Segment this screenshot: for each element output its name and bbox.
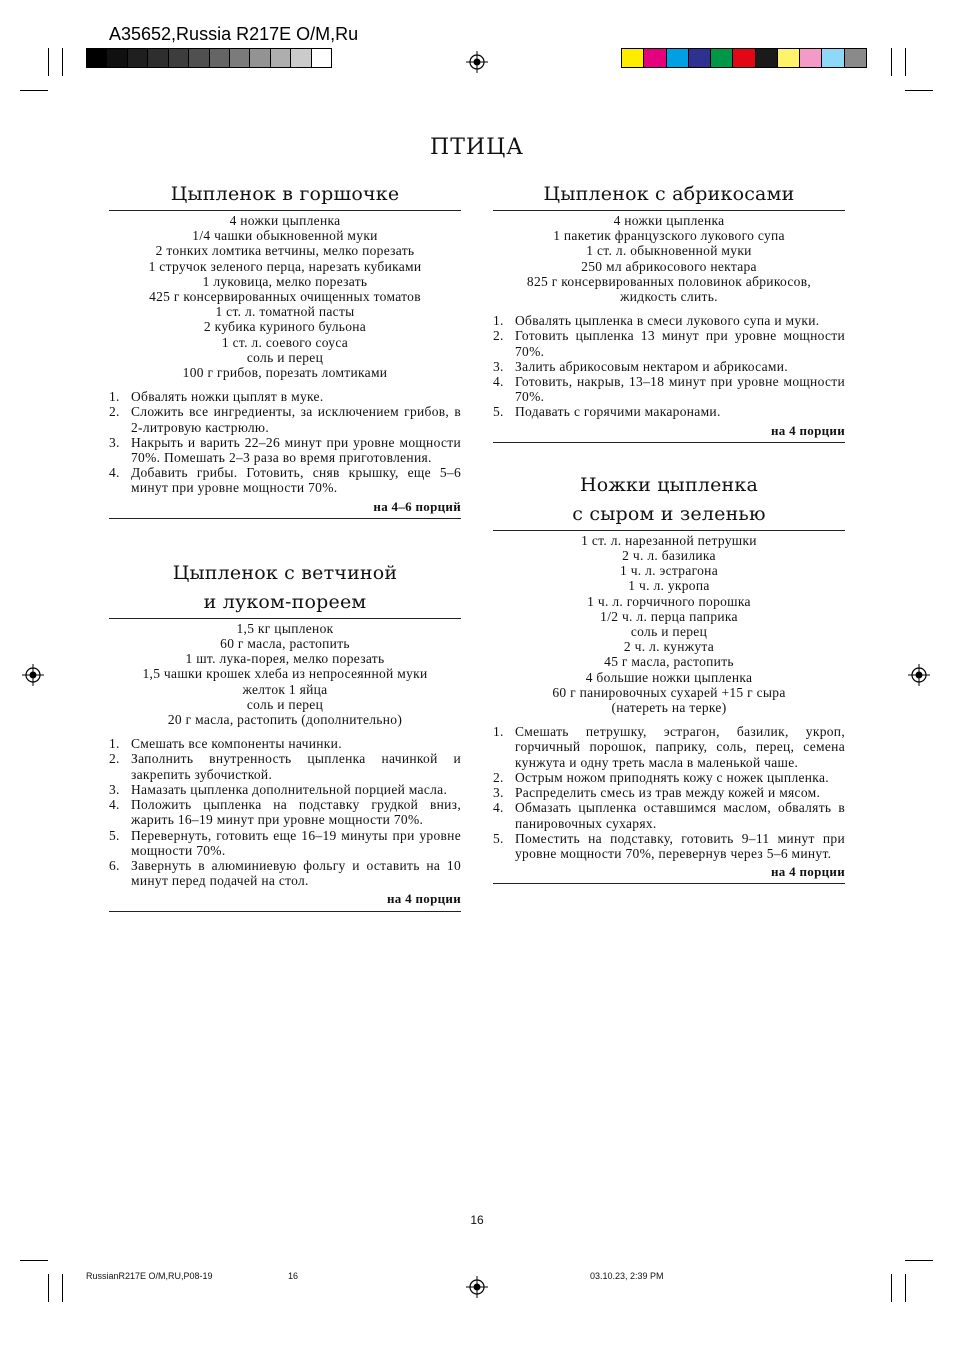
color-swatch <box>291 49 311 67</box>
recipe-chicken-ham-leek <box>109 559 461 912</box>
step-number: 3. <box>109 781 120 797</box>
step-text: Смешать все компоненты начинки. <box>131 736 342 752</box>
ingredient-item: 2 тонких ломтика ветчины, мелко порезать <box>155 243 415 259</box>
ingredient-item: 2 ч. л. базилика <box>622 548 716 564</box>
step-text: Подавать с горячими макаронами. <box>515 404 721 420</box>
ingredient-item: 1 ч. л. эстрагона <box>619 563 718 579</box>
process-color-bar <box>621 48 867 68</box>
crop-mark <box>20 90 48 91</box>
step-text: Обвалять цыпленка в смеси лукового супа и муки. <box>515 313 820 329</box>
step-text: Острым ножом приподнять кожу с ножек цыпленка. <box>515 769 829 785</box>
ingredient-item: 4 ножки цыпленка <box>229 213 341 228</box>
page-number: 16 <box>470 1213 484 1227</box>
ingredient-item: 100 г грибов, порезать ломтиками <box>182 365 388 381</box>
ingredient-item: 250 мл абрикосового нектара <box>581 258 757 274</box>
step-item <box>493 785 845 800</box>
color-swatch <box>230 49 250 67</box>
step-number: 3. <box>109 434 120 450</box>
ingredient-item: 2 ч. л. кунжута <box>623 639 715 655</box>
step-item <box>493 374 845 404</box>
step-item <box>109 404 461 434</box>
step-text: Добавить грибы. Готовить, сняв крышку, еще 5–6 минут при уровне мощности 70%. <box>131 465 461 496</box>
step-item <box>109 751 461 781</box>
ingredient-item: жидкость слить. <box>620 289 718 305</box>
step-text: Готовить цыпленка 13 минут при уровне мощности 70%. <box>515 328 845 359</box>
crop-mark <box>905 1274 906 1302</box>
step-number: 6. <box>109 857 120 873</box>
steps-list <box>493 724 845 861</box>
recipe-chicken-in-pot <box>109 180 461 519</box>
ingredient-item: соль и перец <box>246 696 324 712</box>
color-swatch <box>312 49 331 67</box>
step-item <box>493 404 845 419</box>
ingredient-item: 1 пакетик французского лукового супа <box>553 228 785 244</box>
servings-label: на 4 порции <box>109 891 461 911</box>
recipe-title-line: Ножки цыпленка <box>579 473 759 496</box>
ingredient-item: 1/4 чашки обыкновенной муки <box>192 228 378 244</box>
color-swatch <box>622 49 644 67</box>
step-text: Распределить смесь из трав между кожей и мясом. <box>515 785 821 801</box>
color-swatch <box>667 49 689 67</box>
step-text: Заполнить внутренность цыпленка начинкой и закрепить зубочисткой. <box>131 751 461 782</box>
ingredient-item: 1 ч. л. укропа <box>628 578 710 594</box>
ingredient-item: 20 г масла, растопить (дополнительно) <box>167 712 403 728</box>
color-swatch <box>733 49 755 67</box>
recipe-title-line: Цыпленок с ветчиной <box>172 561 398 584</box>
recipe-title-line: Цыпленок с абрикосами <box>543 183 795 205</box>
step-item <box>109 389 461 404</box>
color-swatch <box>250 49 270 67</box>
ingredient-list <box>493 533 845 715</box>
ingredient-item: 1 ст. л. обыкновенной муки <box>586 243 752 259</box>
section-title: ПТИЦА <box>430 135 524 160</box>
step-text: Залить абрикосовым нектаром и абрикосами. <box>515 358 788 374</box>
recipe-title <box>109 559 461 619</box>
step-number: 2. <box>493 769 504 785</box>
step-number: 2. <box>493 328 504 344</box>
step-item <box>109 435 461 465</box>
step-text: Обвалять ножки цыплят в муке. <box>131 389 324 405</box>
footer-file-name: RussianR217E O/M,RU,P08-19 <box>86 1271 213 1281</box>
color-swatch <box>778 49 800 67</box>
step-number: 5. <box>493 830 504 846</box>
crop-mark <box>905 90 933 91</box>
ingredient-item: 1 шт. лука-порея, мелко порезать <box>185 651 385 667</box>
step-item <box>109 858 461 888</box>
ingredient-item: 1 ст. л. нарезанной петрушки <box>581 532 757 548</box>
ingredient-list <box>493 213 845 304</box>
step-text: Поместить на подставку, готовить 9–11 минут при уровне мощности 70%, перевернув через 5–6 минут. <box>515 830 845 861</box>
step-item <box>109 736 461 751</box>
ingredient-item: 1 стручок зеленого перца, нарезать кубиками <box>148 258 422 274</box>
crop-mark <box>891 48 892 76</box>
ingredient-item: 4 ножки цыпленка <box>613 213 725 228</box>
step-item <box>109 828 461 858</box>
step-number: 5. <box>109 827 120 843</box>
step-number: 2. <box>109 751 120 767</box>
step-number: 2. <box>109 404 120 420</box>
color-swatch <box>107 49 127 67</box>
step-text: Намазать цыпленка дополнительной порцией масла. <box>131 781 448 797</box>
document-code: A35652,Russia R217E O/M,Ru <box>109 24 359 44</box>
color-swatch <box>644 49 666 67</box>
step-text: Накрыть и варить 22–26 минут при уровне мощности 70%. Помешать 2–3 раза во время приготовления. <box>131 434 461 466</box>
step-item <box>109 782 461 797</box>
crop-mark <box>905 48 906 76</box>
color-swatch <box>87 49 107 67</box>
crop-mark <box>62 1274 63 1302</box>
crop-mark <box>62 48 63 76</box>
step-text: Завернуть в алюминиевую фольгу и оставить на 10 минут перед подачей на стол. <box>131 857 461 889</box>
right-column <box>493 180 845 884</box>
ingredient-item: 1 ч. л. горчичного порошка <box>587 593 751 609</box>
step-item <box>493 831 845 861</box>
crop-mark <box>48 48 49 76</box>
step-number: 3. <box>493 785 504 801</box>
grayscale-color-bar <box>86 48 332 68</box>
ingredient-item: 2 кубика куриного бульона <box>203 319 367 335</box>
step-item <box>493 328 845 358</box>
step-text: Смешать петрушку, эстрагон, базилик, укроп, горчичный порошок, паприку, соль, перец, семена кунжута и одну треть масла в маленькой чаше. <box>515 724 845 770</box>
color-swatch <box>210 49 230 67</box>
recipe-title-line: с сыром и зеленью <box>572 502 766 525</box>
footer-date: 03.10.23, 2:39 PM <box>590 1271 664 1281</box>
recipe-title-line: Цыпленок в горшочке <box>170 183 400 205</box>
step-number: 4. <box>109 797 120 813</box>
ingredient-item: 1,5 чашки крошек хлеба из непросеянной муки <box>142 666 428 682</box>
step-item <box>493 770 845 785</box>
step-number: 5. <box>493 404 504 420</box>
left-column <box>109 180 461 912</box>
servings-label: на 4 порции <box>493 864 845 884</box>
footer-page: 16 <box>288 1271 299 1281</box>
ingredient-item: соль и перец <box>630 624 708 640</box>
ingredient-list <box>109 213 461 380</box>
ingredient-item: (натереть на терке) <box>611 700 727 716</box>
color-swatch <box>128 49 148 67</box>
crop-mark <box>905 1260 933 1261</box>
servings-label: на 4 порции <box>493 423 845 443</box>
recipe-title <box>493 471 845 531</box>
step-text: Положить цыпленка на подставку грудкой вниз, жарить 16–19 минут при уровне мощности 70%. <box>131 797 461 828</box>
step-number: 3. <box>493 358 504 374</box>
ingredient-item: 1 луковица, мелко порезать <box>202 273 368 289</box>
registration-mark-icon <box>466 1276 488 1298</box>
recipe-chicken-legs-cheese-herbs <box>493 471 845 884</box>
step-number: 1. <box>109 389 120 405</box>
ingredient-item: 825 г консервированных половинок абрикосов, <box>526 273 812 289</box>
steps-list <box>109 736 461 888</box>
steps-list <box>493 313 845 419</box>
ingredient-item: 1/2 ч. л. перца паприка <box>600 608 738 624</box>
registration-mark-icon <box>22 664 44 686</box>
step-item <box>109 797 461 827</box>
color-swatch <box>845 49 866 67</box>
steps-list <box>109 389 461 495</box>
recipe-title <box>109 180 461 211</box>
ingredient-item: 45 г масла, растопить <box>604 654 734 670</box>
crop-mark <box>20 1260 48 1261</box>
step-text: Сложить все ингредиенты, за исключением грибов, в 2-литровую кастрюлю. <box>131 404 461 435</box>
step-number: 4. <box>493 374 504 390</box>
step-number: 4. <box>109 465 120 481</box>
step-item <box>493 359 845 374</box>
step-text: Перевернуть, готовить еще 16–19 минуты при уровне мощности 70%. <box>131 827 461 858</box>
ingredient-item: 60 г масла, растопить <box>220 636 350 652</box>
crop-mark <box>891 1274 892 1302</box>
step-text: Обмазать цыпленка оставшимся маслом, обвалять в панировочных сухарях. <box>515 800 845 831</box>
color-swatch <box>169 49 189 67</box>
ingredient-item: 425 г консервированных очищенных томатов <box>149 289 421 305</box>
color-swatch <box>271 49 291 67</box>
color-swatch <box>822 49 844 67</box>
step-item <box>109 465 461 495</box>
ingredient-list <box>109 621 461 727</box>
ingredient-item: соль и перец <box>246 349 324 365</box>
servings-label: на 4–6 порций <box>109 499 461 519</box>
step-number: 1. <box>493 313 504 329</box>
step-item <box>493 800 845 830</box>
ingredient-item: 1 ст. л. томатной пасты <box>215 304 355 320</box>
step-number: 4. <box>493 800 504 816</box>
step-item <box>493 724 845 770</box>
recipe-chicken-apricots <box>493 180 845 443</box>
step-number: 1. <box>109 736 120 752</box>
ingredient-item: желток 1 яйца <box>242 681 328 697</box>
ingredient-item: 1,5 кг цыпленок <box>236 620 334 636</box>
step-item <box>493 313 845 328</box>
recipe-title <box>493 180 845 211</box>
ingredient-item: 4 большие ножки цыпленка <box>585 669 753 685</box>
step-number: 1. <box>493 724 504 740</box>
color-swatch <box>756 49 778 67</box>
color-swatch <box>711 49 733 67</box>
ingredient-item: 1 ст. л. соевого соуса <box>221 334 349 350</box>
registration-mark-icon <box>908 664 930 686</box>
color-swatch <box>189 49 209 67</box>
recipe-title-line: и луком-пореем <box>203 590 367 613</box>
step-text: Готовить, накрыв, 13–18 минут при уровне мощности 70%. <box>515 374 845 405</box>
ingredient-item: 60 г панировочных сухарей +15 г сыра <box>552 684 786 700</box>
color-swatch <box>148 49 168 67</box>
color-swatch <box>800 49 822 67</box>
color-swatch <box>689 49 711 67</box>
crop-mark <box>48 1274 49 1302</box>
registration-mark-icon <box>466 51 488 73</box>
